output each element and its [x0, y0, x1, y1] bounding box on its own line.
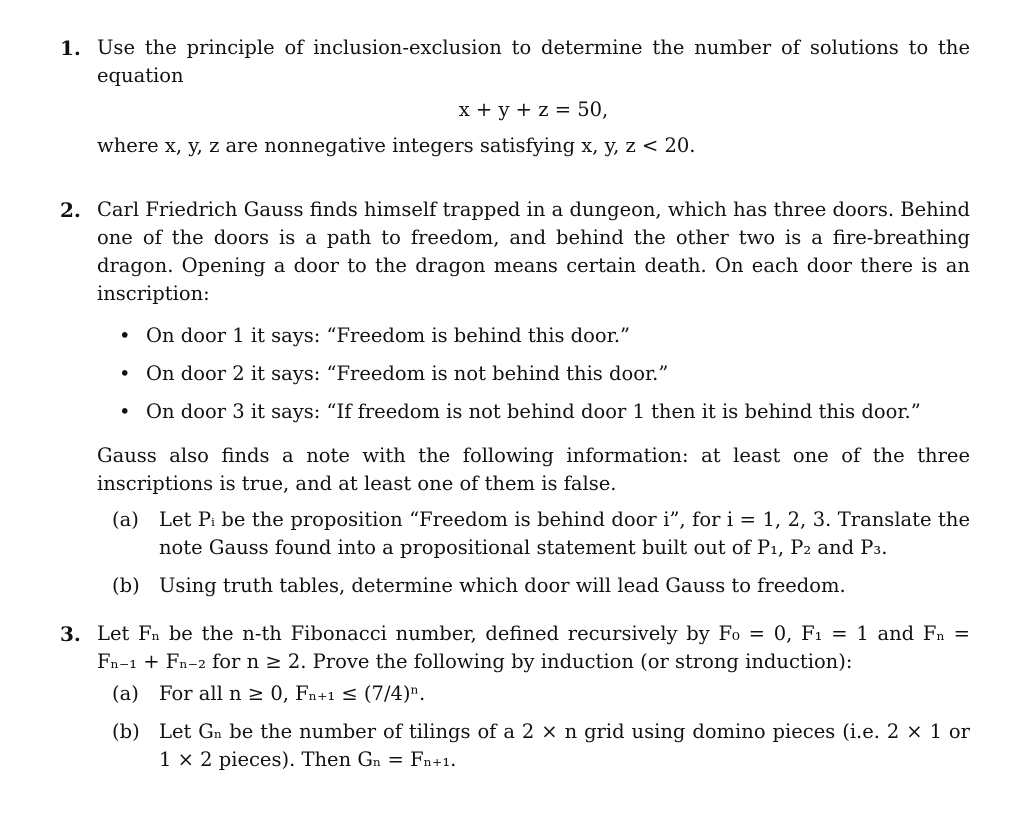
door-1-text: On door 1 it says: “Freedom is behind this door.” — [146, 324, 630, 347]
door-1-inscription — [97, 322, 970, 350]
part-a-label: (a) — [112, 682, 139, 705]
door-2-text: On door 2 it says: “Freedom is not behind this door.” — [146, 362, 669, 385]
part-b-text: Using truth tables, determine which door will lead Gauss to freedom. — [159, 574, 846, 597]
problem-2-part-a — [97, 506, 970, 562]
part-a-text: For all n ≥ 0, Fₙ₊₁ ≤ (7/4)ⁿ. — [159, 682, 426, 705]
part-b-text: Let Gₙ be the number of tilings of a 2 × n grid using domino pieces (i.e. 2 × 1 or 1 × 2 pieces). Then Gₙ = Fₙ₊₁. — [159, 720, 970, 771]
problem-1-intro: Use the principle of inclusion-exclusion to determine the number of solutions to the equation — [97, 36, 970, 87]
problem-2 — [60, 196, 970, 600]
door-3-text: On door 3 it says: “If freedom is not behind door 1 then it is behind this door.” — [146, 400, 921, 423]
part-a-label: (a) — [112, 508, 139, 531]
problem-3-intro: Let Fₙ be the n-th Fibonacci number, defined recursively by F₀ = 0, F₁ = 1 and Fₙ = Fₙ₋₁ + Fₙ₋₂ for n ≥ 2. Prove the following by induction (or strong induction): — [97, 622, 970, 673]
problem-1-equation: x + y + z = 50, — [458, 98, 609, 121]
problem-2-number: 2. — [60, 198, 81, 222]
problem-2-part-b — [97, 572, 970, 600]
problem-2-note: Gauss also finds a note with the following information: at least one of the three inscriptions is true, and at least one of them is false. — [97, 444, 970, 495]
part-b-label: (b) — [112, 720, 140, 743]
bullet-icon: • — [119, 362, 131, 385]
part-b-label: (b) — [112, 574, 140, 597]
problem-1 — [60, 34, 970, 160]
problem-2-intro: Carl Friedrich Gauss finds himself trapped in a dungeon, which has three doors. Behind one of the doors is a path to freedom, and behind the other two is a fire-breathing dragon. Opening a door to the dragon means certain death. On each door there is an inscription: — [97, 198, 970, 305]
bullet-icon: • — [119, 400, 131, 423]
problem-1-conclusion: where x, y, z are nonnegative integers satisfying x, y, z < 20. — [97, 134, 696, 157]
part-a-text: Let Pᵢ be the proposition “Freedom is behind door i”, for i = 1, 2, 3. Translate the note Gauss found into a propositional statement built out of P₁, P₂ and P₃. — [159, 508, 970, 559]
door-3-inscription — [97, 398, 970, 426]
door-inscription-list — [97, 322, 970, 426]
door-2-inscription — [97, 360, 970, 388]
problem-3-part-a — [97, 680, 970, 708]
problem-1-number: 1. — [60, 36, 81, 60]
problem-3-part-b — [97, 718, 970, 774]
problem-3 — [60, 620, 970, 774]
bullet-icon: • — [119, 324, 131, 347]
problem-3-number: 3. — [60, 622, 81, 646]
